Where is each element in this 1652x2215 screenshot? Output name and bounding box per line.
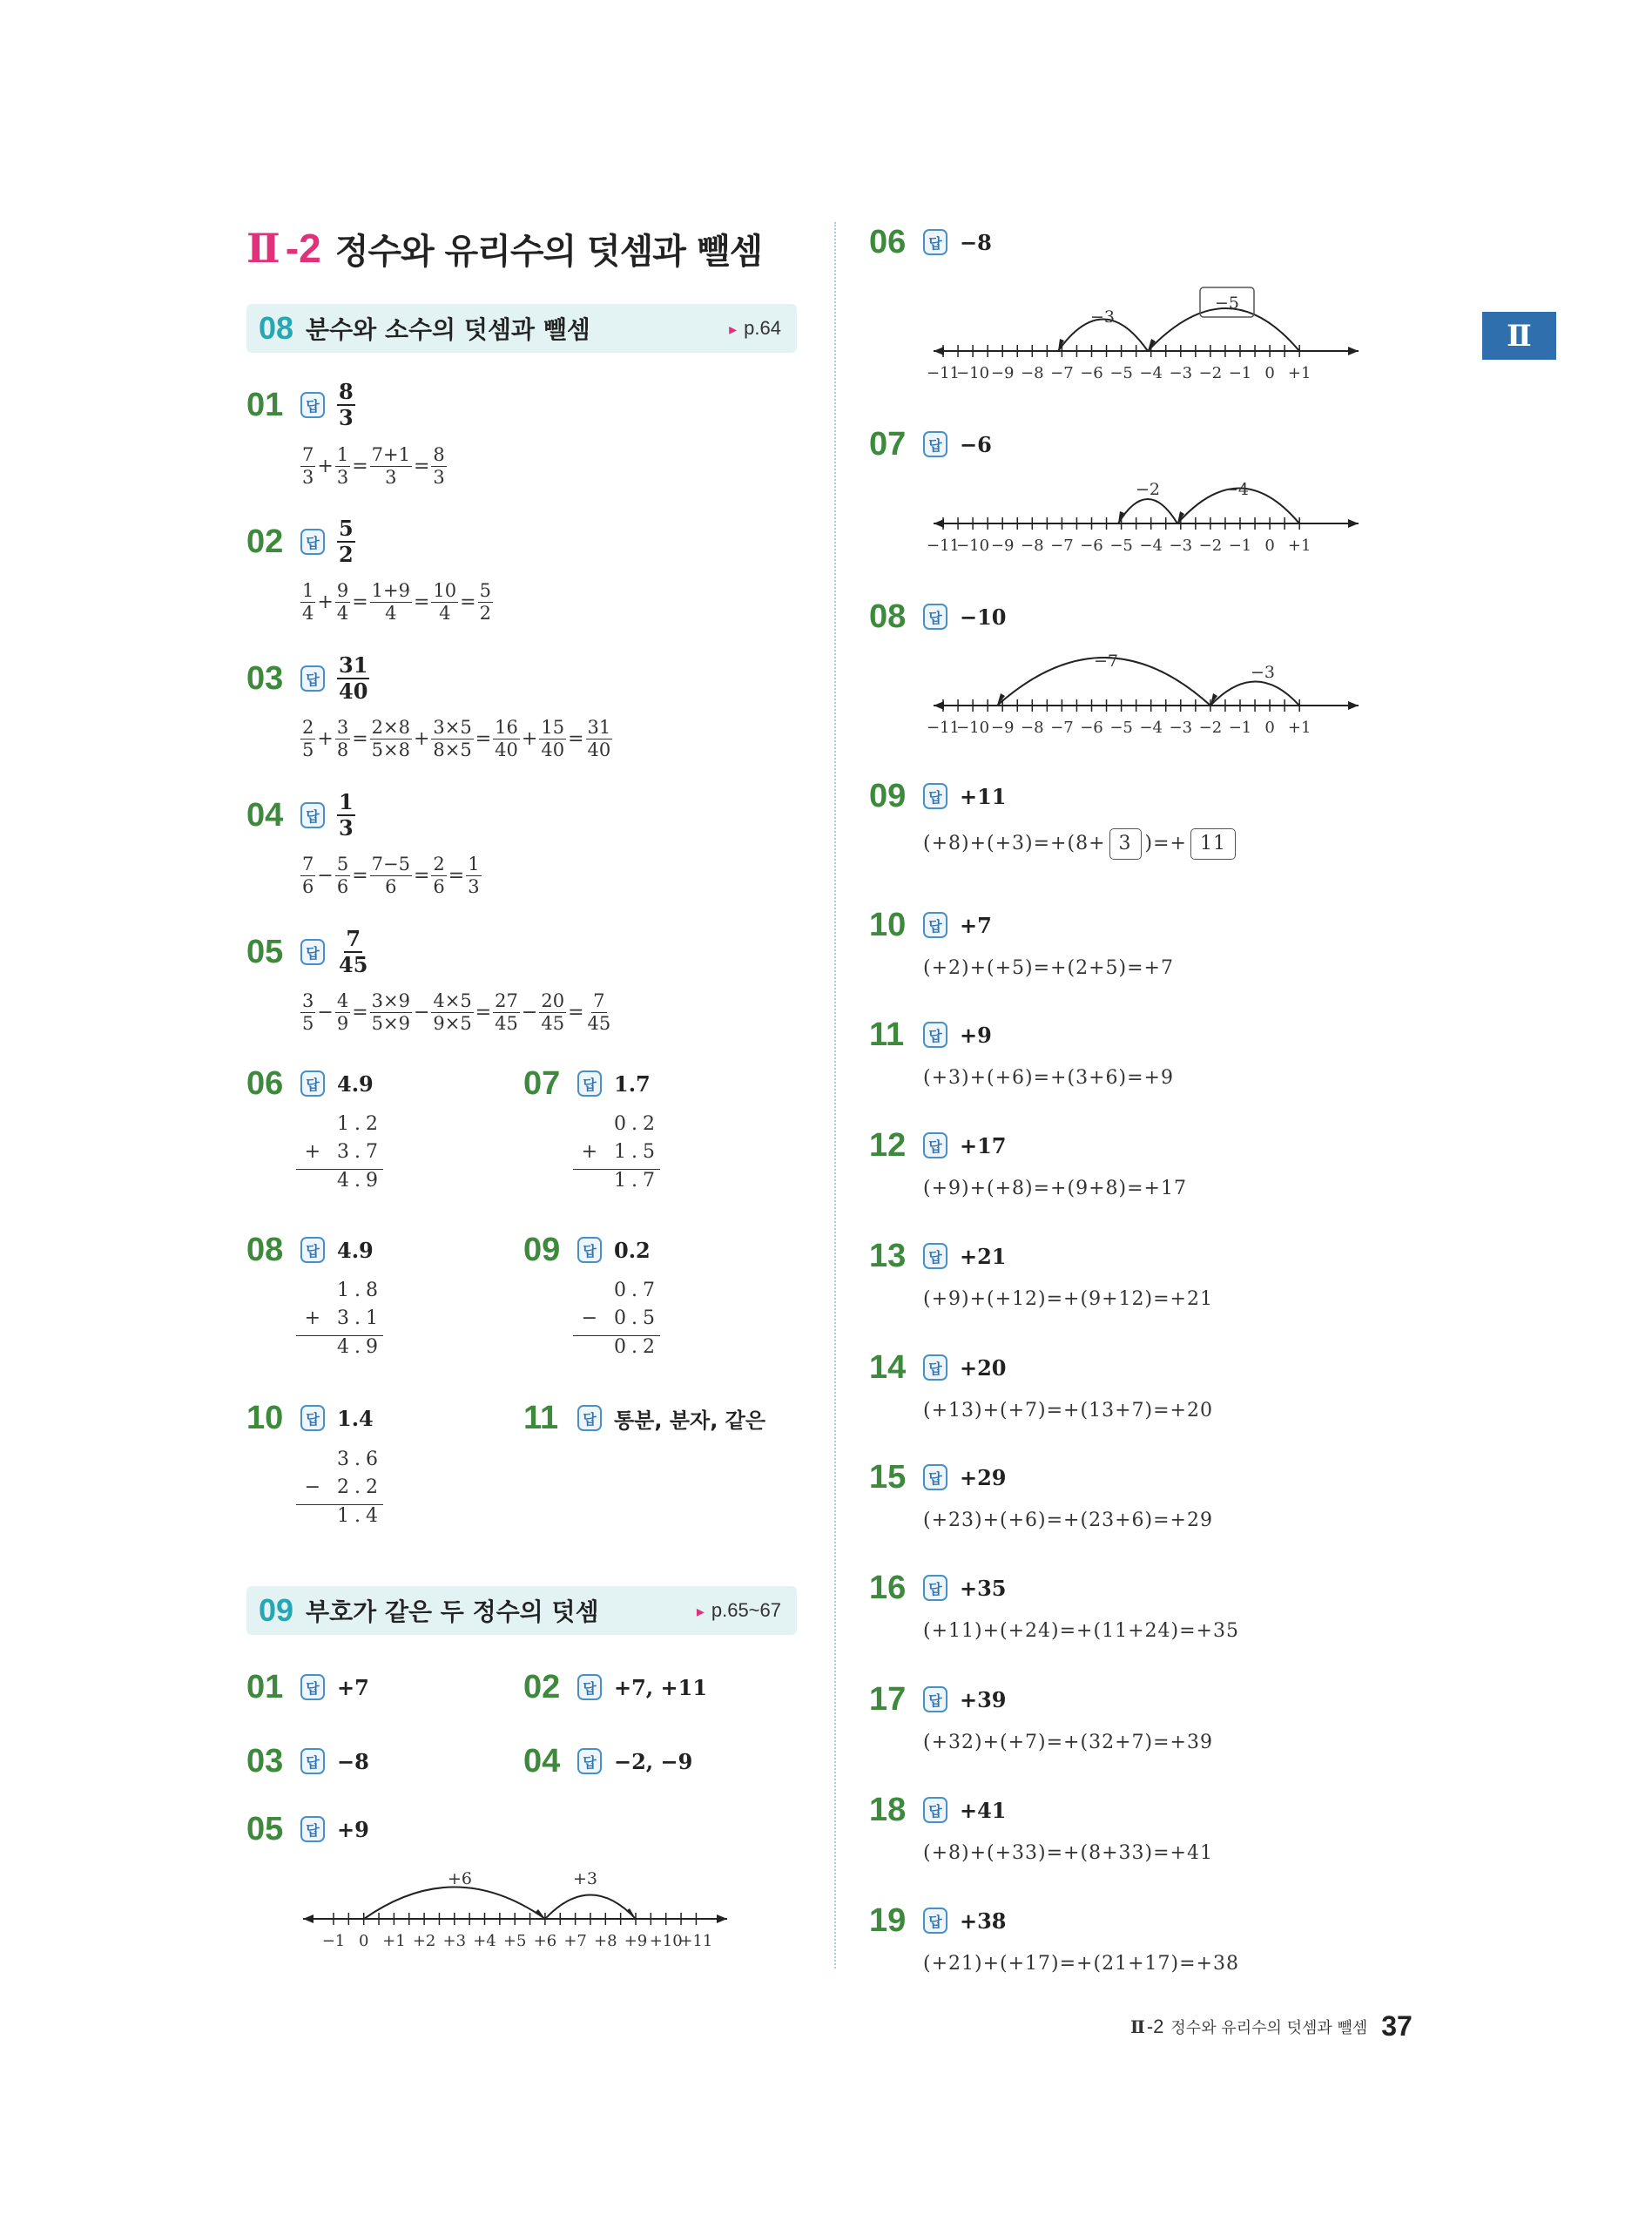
footer-num: -2: [1146, 2015, 1164, 2037]
solution-equation: (+8)+(+3)=+(8+ 3 )=+ 11: [923, 828, 1239, 860]
page-reference: ▸ p.65~67: [697, 1599, 781, 1622]
answer-badge: 답: [300, 1816, 325, 1842]
problem-number: 08: [246, 1231, 284, 1268]
chapter-roman: Ⅱ: [246, 225, 279, 272]
tick-label: +4: [473, 1932, 496, 1950]
problem-header: [869, 1346, 1007, 1389]
problem-header: [869, 1124, 1007, 1167]
answer-badge: 답: [300, 529, 325, 555]
answer-value: 통분, 분자, 같은: [614, 1408, 766, 1433]
tick-label: +1: [382, 1932, 406, 1950]
boxed-value: 3: [1109, 828, 1142, 860]
problem-number: 04: [246, 796, 284, 834]
tick-label: −4: [1139, 719, 1163, 737]
answer-value: +38: [960, 1908, 1007, 1934]
problem-header: [869, 1788, 1007, 1832]
problem-number: 09: [523, 1231, 561, 1268]
answer-badge: 답: [577, 1674, 602, 1700]
answer-badge: 답: [300, 392, 325, 418]
tick-label: +1: [1287, 719, 1311, 737]
boxed-value: 11: [1190, 828, 1236, 860]
tick-label: −11: [927, 364, 960, 382]
answer-badge: 답: [923, 783, 947, 809]
problem-number: 12: [869, 1126, 907, 1164]
problem-number: 02: [523, 1668, 561, 1705]
answer-value: −10: [960, 604, 1007, 630]
solution-equation: (+13)+(+7)=+(13+7)=+20: [923, 1400, 1213, 1422]
arc-label: +6: [447, 1869, 473, 1888]
solution-equation: $\frac{1}{4}$ + $\frac{9}{4}$ = $\frac{1+9}{4}$ = $\frac{10}{4}$ = $\frac{5}{2}$: [302, 580, 491, 624]
answer-value: +17: [960, 1132, 1007, 1158]
answer-badge: 답: [300, 665, 325, 692]
tick-label: −11: [927, 537, 960, 555]
tick-label: +1: [1287, 364, 1311, 382]
answer-badge: 답: [923, 912, 947, 938]
section-title: 분수와 소수의 덧셈과 뺄셈: [306, 315, 590, 344]
answer-value: +9: [960, 1022, 992, 1048]
answer-value: +7, +11: [614, 1674, 708, 1700]
solution-equation: (+32)+(+7)=+(32+7)=+39: [923, 1732, 1213, 1753]
answer-value: 1.7: [614, 1070, 651, 1097]
page-number: 37: [1381, 2010, 1413, 2042]
answer-fraction: $\frac{1}{3}$: [339, 789, 354, 841]
solution-equation: (+23)+(+6)=+(23+6)=+29: [923, 1509, 1213, 1531]
section-number: 09: [259, 1592, 294, 1628]
problem-number: 02: [246, 523, 284, 560]
answer-badge: 답: [923, 1464, 947, 1490]
answer-value: 0.2: [614, 1237, 651, 1263]
arc-label: −4: [1224, 480, 1250, 499]
problem-number: 04: [523, 1742, 561, 1779]
tick-label: +6: [533, 1932, 557, 1950]
answer-badge: 답: [923, 1132, 947, 1158]
tick-label: +11: [679, 1932, 713, 1950]
chapter-num: -2: [285, 226, 321, 271]
answer-badge: 답: [300, 1674, 325, 1700]
problem-number: 19: [869, 1901, 907, 1939]
arc-label: −3: [1089, 307, 1116, 327]
arc-label-boxed: −5: [1214, 294, 1240, 313]
answer-value: +20: [960, 1354, 1007, 1381]
solution-equation: (+3)+(+6)=+(3+6)=+9: [923, 1067, 1174, 1089]
section-number: 08: [259, 310, 294, 346]
tick-label: 0: [358, 1932, 369, 1950]
answer-value: −6: [960, 431, 992, 457]
answer-badge: 답: [300, 1237, 325, 1263]
problem-number: 10: [246, 1399, 284, 1436]
answer-value: 1.4: [337, 1405, 374, 1431]
tick-label: −3: [1169, 364, 1193, 382]
solution-equation: $\frac{7}{6}$ − $\frac{5}{6}$ = $\frac{7-5}{6}$ = $\frac{2}{6}$ = $\frac{1}{3}$: [302, 854, 480, 897]
arc-label: −7: [1093, 652, 1119, 671]
solution-equation: $\frac{7}{3}$ + $\frac{1}{3}$ = $\frac{7+1}{3}$ = $\frac{8}{3}$: [302, 444, 445, 488]
vertical-calculation: 0.7 − 0.5 0.2: [564, 1280, 660, 1364]
answer-badge: 답: [923, 1243, 947, 1269]
tick-label: +10: [649, 1932, 683, 1950]
chapter-heading: 정수와 유리수의 덧셈과 뺄셈: [334, 231, 763, 272]
answer-badge: 답: [300, 1405, 325, 1431]
problem-number: 08: [869, 598, 907, 635]
answer-value: 4.9: [337, 1237, 374, 1263]
tick-label: −5: [1109, 364, 1133, 382]
solution-equation: $\frac{2}{5}$ + $\frac{3}{8}$ = $\frac{2\times 8}{5\times 8}$ + $\frac{3\times 5}{8\times 5}$ = $\frac{16}{40}$ + $\frac{15}{40}$ = $\frac{31}{40}$: [302, 717, 611, 760]
tick-label: 0: [1264, 537, 1275, 555]
problem-number: 03: [246, 1742, 284, 1779]
tick-label: −3: [1169, 537, 1193, 555]
answer-value: −2, −9: [614, 1748, 693, 1774]
solution-equation: (+9)+(+12)=+(9+12)=+21: [923, 1288, 1213, 1310]
problem-header: [869, 1678, 1007, 1721]
problem-header: [869, 903, 992, 947]
tick-label: −6: [1080, 537, 1103, 555]
answer-badge: 답: [923, 1908, 947, 1934]
answer-badge: 답: [923, 1022, 947, 1048]
answer-badge: 답: [923, 1797, 947, 1823]
tick-label: −2: [1198, 364, 1223, 382]
tick-label: 0: [1264, 719, 1275, 737]
solution-equation: (+11)+(+24)=+(11+24)=+35: [923, 1620, 1239, 1642]
problem-header: [869, 1566, 1007, 1610]
tick-label: −10: [956, 537, 990, 555]
tick-label: −4: [1139, 537, 1163, 555]
problem-number: 03: [246, 659, 284, 697]
tick-label: −9: [990, 537, 1015, 555]
problem-number: 14: [869, 1348, 907, 1386]
vertical-calculation: 0.2 + 1.5 1.7: [564, 1113, 660, 1198]
answer-fraction: $\frac{8}{3}$: [339, 379, 354, 430]
arc-label: −2: [1135, 480, 1161, 499]
tick-label: −1: [1228, 364, 1252, 382]
answer-value: +41: [960, 1797, 1007, 1823]
section-title: 부호가 같은 두 정수의 덧셈: [306, 1597, 599, 1626]
tick-label: −9: [990, 719, 1015, 737]
answer-value: +39: [960, 1686, 1007, 1712]
tick-label: −7: [1050, 719, 1074, 737]
tick-label: +1: [1287, 537, 1311, 555]
problem-number: 17: [869, 1680, 907, 1718]
footer-title: 정수와 유리수의 덧셈과 뺄셈: [1170, 2018, 1368, 2037]
tick-label: −9: [990, 364, 1015, 382]
tick-label: −2: [1198, 537, 1223, 555]
problem-number: 07: [523, 1064, 561, 1102]
answer-badge: 답: [300, 1748, 325, 1774]
footer-roman: Ⅱ: [1130, 2016, 1145, 2037]
tick-label: 0: [1264, 364, 1275, 382]
answer-value: +35: [960, 1575, 1007, 1601]
page-footer: [1130, 2010, 1413, 2043]
solution-equation: (+21)+(+17)=+(21+17)=+38: [923, 1953, 1239, 1975]
vertical-calculation: 3.6 − 2.2 1.4: [287, 1449, 383, 1533]
answer-badge: 답: [923, 604, 947, 630]
tick-label: −1: [321, 1932, 346, 1950]
vertical-calculation: 1.8 + 3.1 4.9: [287, 1280, 383, 1364]
tick-label: +7: [563, 1932, 587, 1950]
tick-label: −10: [956, 719, 990, 737]
answer-value: +21: [960, 1243, 1007, 1269]
answer-badge: 답: [577, 1405, 602, 1431]
arc-label: +3: [572, 1869, 598, 1888]
answer-badge: 답: [923, 1686, 947, 1712]
answer-badge: 답: [300, 1070, 325, 1097]
tick-label: −1: [1228, 537, 1252, 555]
arc-label: −3: [1250, 663, 1276, 682]
answer-fraction: $\frac{31}{40}$: [339, 652, 368, 704]
answer-fraction: $\frac{5}{2}$: [339, 516, 354, 567]
answer-value: +7: [960, 912, 992, 938]
problem-header: [869, 774, 1007, 818]
problem-header: [869, 1013, 992, 1057]
answer-badge: 답: [923, 1575, 947, 1601]
tick-label: −6: [1080, 719, 1103, 737]
answer-value: −8: [960, 229, 992, 255]
problem-number: 11: [869, 1016, 905, 1053]
answer-badge: 답: [577, 1237, 602, 1263]
problem-number: 15: [869, 1458, 907, 1496]
solution-equation: $\frac{3}{5}$ − $\frac{4}{9}$ = $\frac{3\times 9}{5\times 9}$ − $\frac{4\times 5}{9\times 5}$ = $\frac{27}{45}$ − $\frac{20}{45}$ = $\frac{7}{45}$: [302, 990, 611, 1034]
solution-equation: (+9)+(+8)=+(9+8)=+17: [923, 1178, 1187, 1199]
answer-fraction: $\frac{7}{45}$: [339, 926, 368, 977]
problem-number: 09: [869, 777, 907, 814]
tick-label: −2: [1198, 719, 1223, 737]
tick-label: +3: [442, 1932, 467, 1950]
problem-header: [869, 1455, 1007, 1499]
tick-label: −7: [1050, 537, 1074, 555]
tick-label: −8: [1021, 537, 1044, 555]
answer-value: +9: [337, 1816, 369, 1842]
problem-number: 16: [869, 1569, 907, 1606]
tick-label: −5: [1109, 537, 1133, 555]
problem-number: 11: [523, 1399, 559, 1436]
tick-label: −1: [1228, 719, 1252, 737]
tick-label: −6: [1080, 364, 1103, 382]
problem-number: 05: [246, 1810, 284, 1847]
tick-label: −4: [1139, 364, 1163, 382]
solution-equation: (+2)+(+5)=+(2+5)=+7: [923, 957, 1174, 979]
solution-equation: (+8)+(+33)=+(8+33)=+41: [923, 1842, 1213, 1864]
answer-value: +29: [960, 1464, 1007, 1490]
answer-badge: 답: [923, 431, 947, 457]
tick-label: −10: [956, 364, 990, 382]
tick-label: −8: [1021, 364, 1044, 382]
problem-number: 05: [246, 933, 284, 970]
tick-label: +2: [412, 1932, 436, 1950]
vertical-calculation: 1.2 + 3.7 4.9: [287, 1113, 383, 1198]
chapter-side-tab: Ⅱ: [1482, 312, 1556, 360]
problem-number: 07: [869, 425, 907, 463]
tick-label: −3: [1169, 719, 1193, 737]
problem-number: 13: [869, 1237, 907, 1274]
problem-number: 01: [246, 1668, 284, 1705]
answer-badge: 답: [923, 1354, 947, 1381]
answer-badge: 답: [577, 1748, 602, 1774]
tick-label: −11: [927, 719, 960, 737]
answer-badge: 답: [577, 1070, 602, 1097]
page-reference: ▸ p.64: [729, 317, 781, 340]
answer-value: +7: [337, 1674, 369, 1700]
tick-label: +5: [502, 1932, 527, 1950]
answer-badge: 답: [300, 939, 325, 965]
problem-number: 18: [869, 1791, 907, 1828]
answer-value: 4.9: [337, 1070, 374, 1097]
problem-number: 10: [869, 906, 907, 943]
tick-label: −8: [1021, 719, 1044, 737]
answer-value: +11: [960, 783, 1007, 809]
answer-badge: 답: [923, 229, 947, 255]
problem-number: 01: [246, 386, 284, 423]
problem-number: 06: [869, 223, 907, 260]
answer-badge: 답: [300, 802, 325, 828]
problem-number: 06: [246, 1064, 284, 1102]
answer-value: −8: [337, 1748, 369, 1774]
tick-label: +8: [594, 1932, 617, 1950]
problem-header: [869, 1234, 1007, 1278]
problem-header: [869, 1899, 1007, 1942]
tick-label: +9: [624, 1932, 648, 1950]
tick-label: −5: [1109, 719, 1133, 737]
tick-label: −7: [1050, 364, 1074, 382]
